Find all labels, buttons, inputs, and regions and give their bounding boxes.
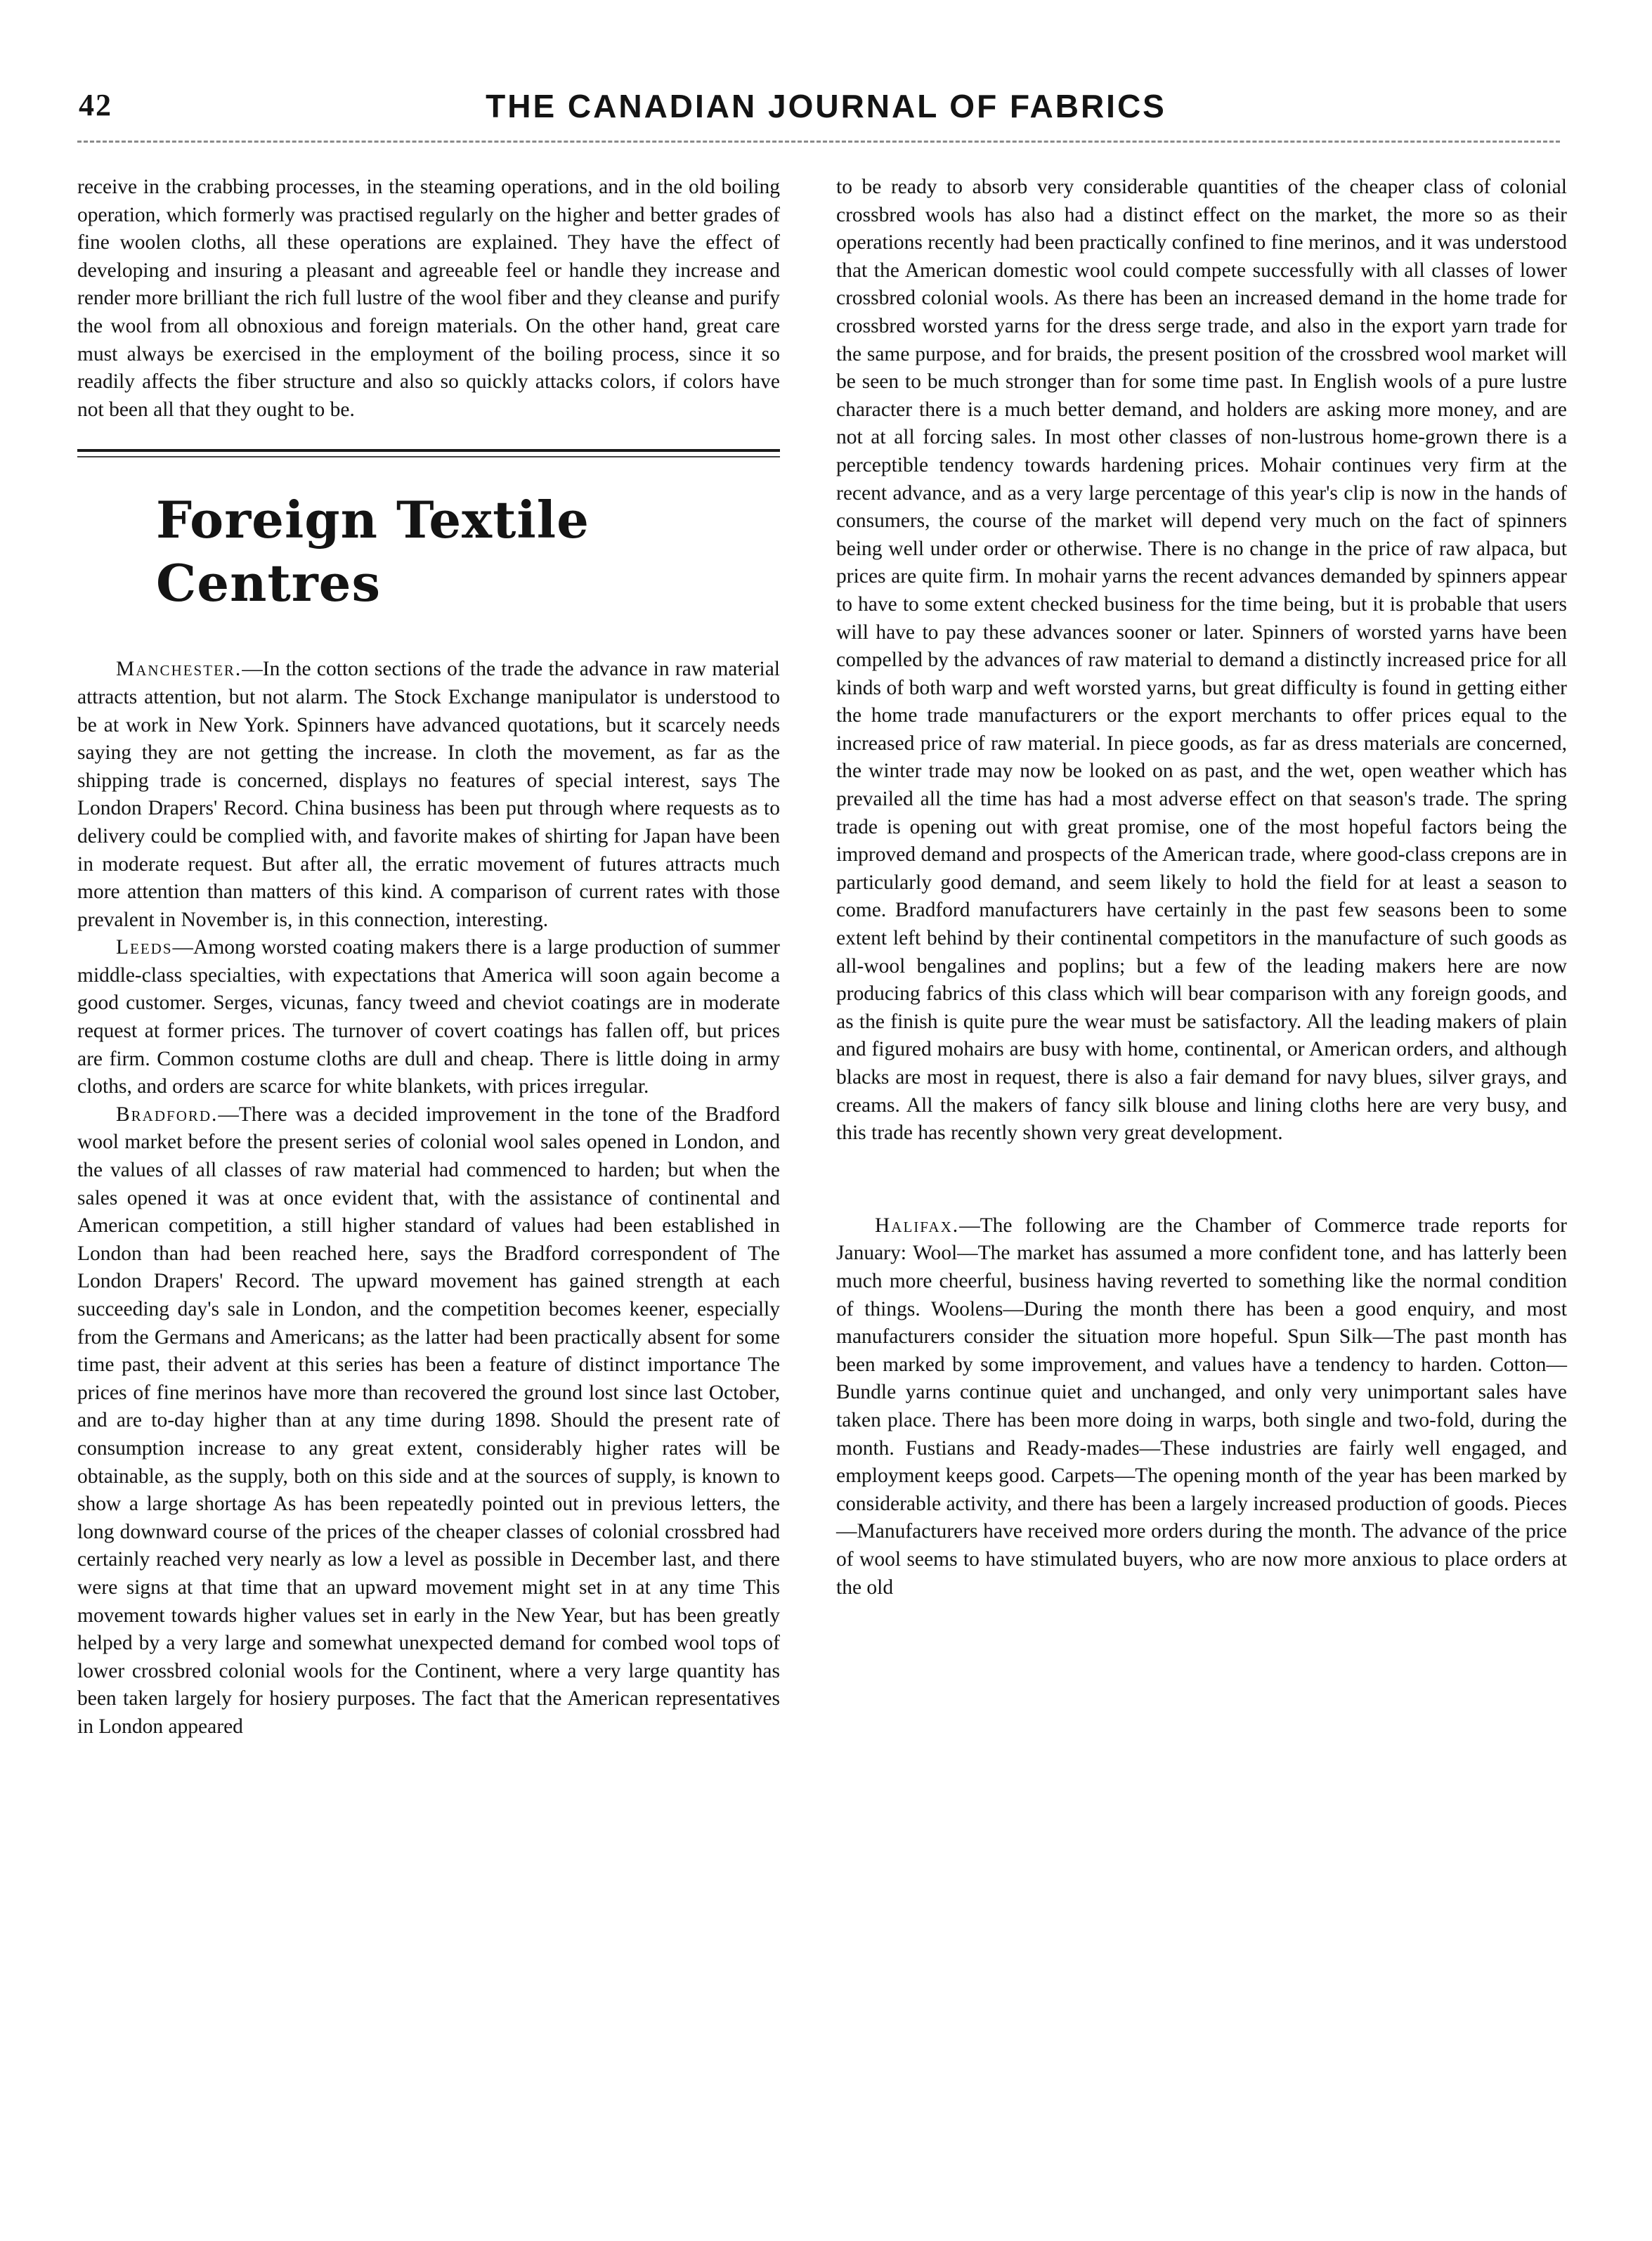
section-rule-top <box>77 449 780 452</box>
section-title: Foreign Textile Centres <box>156 490 590 613</box>
manchester-text: —In the cotton sections of the trade the advance in raw material attracts attention, but not alarm. The Stock Exchange manipulator is understood to be at work in New York. Spinners have advanced quotations, but it scarcely needs saying they are not getting the increase. In cloth the movement, as far as the shipping trade is concerned, displays no features of special interest, says The London Drapers' Record. China business has been put through where requests as to delivery could be complied with, and favorite makes of shirting for Japan have been in moderate request. But after all, the erratic movement of futures attracts much more attention than matters of this kind. A comparison of current rates with those prevalent in November is, in this connection, interesting. <box>77 658 780 931</box>
right-column <box>836 174 1567 1602</box>
halifax-paragraph <box>836 1212 1567 1602</box>
page-number: 42 <box>79 88 112 122</box>
header-rule <box>77 141 1560 143</box>
running-title: THE CANADIAN JOURNAL OF FABRICS <box>486 88 1166 124</box>
bradford-continuation: to be ready to absorb very considerable quantities of the cheaper class of colonial crossbred wools has also had a distinct effect on the market, the more so as their operations recently had been practically confined to fine merinos, and it was understood that the American domestic wool could compete successfully with all classes of lower crossbred colonial wools. As there has been an increased demand in the home trade for crossbred worsted yarns for the dress serge trade, and also in the export yarn trade for the same purpose, and for braids, the present position of the crossbred wool market will be seen to be much stronger than for some time past. In English wools of a pure lustre character there is a much better demand, and holders are asking more money, and are not at all forcing sales. In most other classes of non-lustrous home-grown there is a perceptible tendency towards hardening prices. Mohair continues very firm at the recent advance, and as a very large percentage of this year's clip is now in the hands of consumers, the course of the market will depend very much on the fact of spinners being well under order or otherwise. There is no change in the price of raw alpaca, but prices are quite firm. In mohair yarns the recent advances demanded by spinners appear to have to some extent checked business for the time being, but it is probable that users will have to pay these advances sooner or later. Spinners of worsted yarns have been compelled by the advances of raw material to demand a distinctly increased price for all kinds of both warp and weft worsted yarns, but great difficulty is found in getting either the home trade manufacturers or the export merchants to offer prices equal to the increased price of raw material. In piece goods, as far as dress materials are concerned, the winter trade may now be looked on as past, and the wet, open weather which has prevailed all the time has had a most adverse effect on that season's trade. The spring trade is opening out with great promise, one of the most hopeful factors being the improved demand and prospects of the American trade, where good-class crepons are in particularly good demand, and seem likely to hold the field for at least a season to come. Bradford manufacturers have certainly in the past few seasons been to some extent left behind by their continental competitors in the manufacture of such goods as all-wool bengalines and poplins; but a few of the leading makers here are now producing fabrics of this class which will bear comparison with any foreign goods, and as the finish is quite pure the wear must be satisfactory. All the leading makers of plain and figured mohairs are busy with home, continental, or American orders, and although blacks are most in request, there is also a fair demand for navy blues, silver grays, and creams. All the makers of fancy silk blouse and lining cloths here are very busy, and this trade has recently shown very great development. <box>836 176 1567 1145</box>
manchester-paragraph <box>77 656 780 934</box>
section-rule-bottom <box>77 456 780 457</box>
left-column <box>77 174 780 1741</box>
halifax-text: —The following are the Chamber of Commerce trade reports for January: Wool—The market has assumed a more confident tone, and has latterly been much more cheerful, business having reverted to something like the normal condition of things. Woolens—During the month there has been a good enquiry, and most manufacturers consider the situation more hopeful. Spun Silk—The past month has been marked by some improvement, and values have a tendency to harden. Cotton—Bundle yarns continue quiet and unchanged, and only very unimportant sales have taken place. There has been more doing in warps, both single and two-fold, during the month. Fustians and Ready-mades—These industries are fairly well engaged, and employment keeps good. Carpets—The opening month of the year has been marked by considerable activity, and there has been a largely increased production of goods. Pieces—Manufacturers have received more orders during the month. The advance of the price of wool seems to have stimulated buyers, who are now more anxious to place orders at the old <box>836 1214 1567 1599</box>
leeds-label: Leeds <box>116 936 173 959</box>
manchester-label: Manchester. <box>116 658 242 681</box>
bradford-paragraph <box>77 1101 780 1741</box>
intro-paragraph: receive in the crabbing processes, in the steaming operations, and in the old boiling operation, which formerly was practised regularly on the higher and better grades of fine woolen cloths, all these operations are explained. They have the effect of developing and insuring a pleasant and agreeable feel or handle they increase and render more brilliant the rich full lustre of the wool fiber and they cleanse and purify the wool from all obnoxious and foreign materials. On the other hand, great care must always be exercised in the employment of the boiling process, since it so readily affects the fiber structure and also so quickly attacks colors, if colors have not been all that they ought to be. <box>77 176 780 421</box>
leeds-text: —Among worsted coating makers there is a large production of summer middle-class specialties, with expectations that America will soon again become a good customer. Serges, vicunas, fancy tweed and cheviot coatings are in moderate request at former prices. The turnover of covert coatings has fallen off, but prices are firm. Common costume cloths are dull and cheap. There is little doing in army cloths, and orders are scarce for white blankets, with prices irregular. <box>77 936 780 1098</box>
halifax-label: Halifax. <box>875 1214 960 1237</box>
paragraph-gap <box>836 1148 1567 1212</box>
leeds-paragraph <box>77 934 780 1101</box>
bradford-label: Bradford. <box>116 1103 219 1126</box>
bradford-text: —There was a decided improvement in the tone of the Bradford wool market before the present series of colonial wool sales opened in London, and the values of all classes of raw material had commenced to harden; but when the sales opened it was at once evident that, with the assistance of continental and American competition, a still higher standard of values had been established in London than had been reached here, says the Bradford correspondent of The London Drapers' Record. The upward movement has gained strength at each succeeding day's sale in London, and the competition becomes keener, especially from the Germans and Americans; as the latter had been practically absent for some time past, their advent at this series has been a feature of distinct importance The prices of fine merinos have more than recovered the ground lost since last October, and are to-day higher than at any time during 1898. Should the present rate of consumption increase to any great extent, considerably higher rates will be obtainable, as the supply, both on this side and at the sources of supply, is known to show a large shortage As has been repeatedly pointed out in previous letters, the long downward course of the prices of the cheaper classes of colonial crossbred had certainly reached very nearly as low a level as possible in December last, and there were signs at that time that an upward movement might set in at any time This movement towards higher values set in early in the New Year, but has been greatly helped by a very large and somewhat unexpected demand for combed wool tops of lower crossbred colonial wools for the Continent, where a very large quantity has been taken largely for hosiery purposes. The fact that the American representatives in London appeared <box>77 1103 780 1738</box>
